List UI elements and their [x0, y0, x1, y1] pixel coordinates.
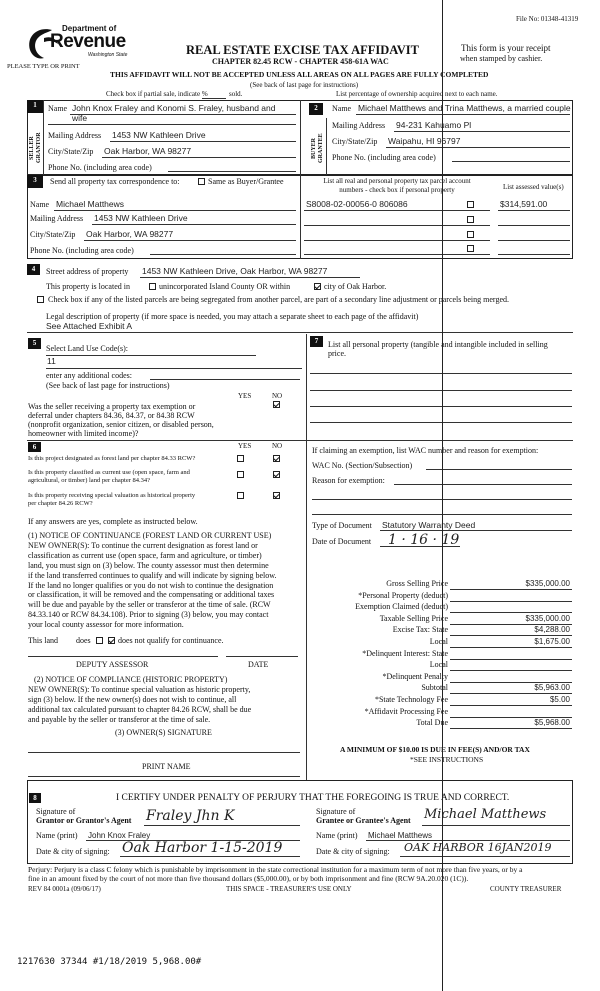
document-type-label: Type of Document: [312, 521, 372, 530]
tax-row-value[interactable]: $5,968.00: [534, 718, 570, 728]
tax-row-label: *State Technology Fee: [374, 694, 448, 704]
tax-city-value[interactable]: Oak Harbor, WA 98277: [86, 229, 174, 239]
section-2-number: 2: [309, 103, 323, 115]
continuance-line: or classification, it will be removed and the compensating or additional taxes: [28, 590, 275, 600]
owner-signature-label: (3) OWNER(S) SIGNATURE: [115, 728, 212, 737]
section-6-number: 6: [28, 442, 41, 452]
tax-row-label: *Personal Property (deduct): [358, 590, 448, 600]
unincorporated-checkbox[interactable]: [149, 283, 156, 290]
send-correspondence-label: Send all property tax correspondence to:: [50, 177, 180, 186]
grantee-name-value[interactable]: Michael Matthews: [368, 831, 433, 840]
tax-row-value[interactable]: $1,675.00: [534, 636, 570, 646]
see-instructions: *SEE INSTRUCTIONS: [410, 755, 484, 764]
segregated-checkbox[interactable]: [37, 296, 44, 303]
tax-row-label: Taxable Selling Price: [379, 613, 448, 623]
tax-phone-label: Phone No. (including area code): [30, 246, 134, 255]
assessed-value-1[interactable]: $314,591.00: [500, 199, 548, 209]
grantee-date-city-label: Date & city of signing:: [316, 847, 390, 856]
same-as-buyer-checkbox[interactable]: [198, 178, 205, 185]
continuance-line: NEW OWNER(S): To continue the current designation as forest land or: [28, 540, 258, 550]
form-subtitle: CHAPTER 82.45 RCW - CHAPTER 458-61A WAC: [212, 57, 389, 66]
compliance-line: NEW OWNER(S): To continue special valuation as historic property,: [28, 684, 251, 694]
street-address-label: Street address of property: [46, 267, 129, 276]
located-text-2: unincorporated Island County OR within: [159, 282, 291, 291]
personal-property-checkbox-4[interactable]: [467, 245, 474, 252]
buyer-city-value[interactable]: Waipahu, HI 96797: [388, 136, 461, 146]
continuance-line: will be due and payable by the seller or transferor at the time of sale. (RCW: [28, 600, 271, 610]
tax-city-label: City/State/Zip: [30, 230, 76, 239]
seller-name-value[interactable]: John Knox Fraley and Konomi S. Fraley, husband and: [72, 103, 276, 113]
tax-row-label: *Delinquent Penalty: [382, 671, 448, 681]
grantee-signature-label-1: Signature of: [316, 807, 356, 816]
seller-address-label: Mailing Address: [48, 131, 102, 140]
tax-row: [310, 614, 572, 626]
compliance-line: and payable by the seller or transferor at the time of sale.: [28, 714, 211, 724]
seller-name-label: Name: [48, 104, 68, 113]
this-land-label: This land: [28, 636, 58, 645]
perjury-statement-2: fine in an amount fixed by the court of not more than five thousand dollars ($5,000.00), or by both imprisonment and fine (RCW 9A.20.020 (1C)).: [28, 874, 469, 883]
buyer-name-label: Name: [332, 104, 352, 113]
grantee-name-label: Name (print): [316, 831, 358, 840]
tax-name-label: Name: [30, 200, 50, 209]
continuance-notice: [28, 531, 277, 630]
historic-no-checkbox[interactable]: [273, 492, 280, 499]
perjury-statement-1: Perjury: Perjury is a class C felony which is punishable by imprisonment in the state correctional institution for a maximum term of not more than five years, or by a: [28, 865, 523, 874]
completion-warning: THIS AFFIDAVIT WILL NOT BE ACCEPTED UNLESS ALL AREAS ON ALL PAGES ARE FULLY COMPLETED: [110, 70, 489, 79]
section-3-number: 3: [27, 175, 43, 188]
exemption-question-2: deferral under chapters 84.36, 84.37, or 84.38 RCW: [28, 411, 195, 420]
segregated-text: Check box if any of the listed parcels are being segregated from another parcel, are part of a secondary line adjustment or parcels being merged.: [48, 295, 509, 304]
exemption-question-4: homeowner with limited income)?: [28, 429, 139, 438]
county-treasurer-label: COUNTY TREASURER: [490, 885, 562, 893]
dor-logo: [14, 22, 126, 64]
grantor-name-value[interactable]: John Knox Fraley: [88, 831, 151, 840]
see-back-note: (See back of last page for instructions): [250, 81, 359, 89]
treasurer-use-note: THIS SPACE - TREASURER'S USE ONLY: [226, 885, 352, 893]
grantee-signature[interactable]: Michael Matthews: [424, 807, 547, 822]
located-text-3: city of Oak Harbor.: [324, 282, 387, 291]
section-5-number: 5: [28, 338, 41, 349]
grantor-signature-label-1: Signature of: [36, 807, 76, 816]
assessor-date-label: DATE: [248, 660, 269, 669]
current-use-no-checkbox[interactable]: [273, 471, 280, 478]
print-name-label: PRINT NAME: [142, 762, 191, 771]
seller-address-value[interactable]: 1453 NW Kathleen Drive: [112, 130, 206, 140]
land-use-value[interactable]: 11: [47, 356, 56, 366]
tax-row: [310, 683, 572, 695]
form-title: REAL ESTATE EXCISE TAX AFFIDAVIT: [186, 43, 419, 57]
tax-row-value[interactable]: $335,000.00: [525, 613, 570, 623]
does-not-qualify-label: does not qualify for continuance.: [118, 636, 224, 645]
buyer-address-value[interactable]: 94-231 Kahuamo Pl: [396, 120, 472, 130]
personal-property-label-2: price.: [328, 349, 346, 358]
logo-department: Department of: [62, 24, 117, 33]
wac-number-label: WAC No. (Section/Subsection): [312, 461, 413, 470]
document-type-value[interactable]: Statutory Warranty Deed: [382, 520, 476, 530]
section-4-number: 4: [27, 264, 40, 275]
does-qualify-checkbox[interactable]: [96, 637, 103, 644]
tax-row-label: Local: [429, 660, 448, 670]
reason-label: Reason for exemption:: [312, 476, 385, 485]
minimum-fee-note: A MINIMUM OF $10.00 IS DUE IN FEE(S) AND/OR TAX: [340, 745, 530, 754]
grantor-name-label: Name (print): [36, 831, 78, 840]
tax-row-label: *Delinquent Interest: State: [362, 648, 448, 658]
tax-row-label: Subtotal: [421, 683, 448, 693]
receipt-note-2: when stamped by cashier.: [460, 54, 543, 63]
does-not-qualify-checkbox[interactable]: [108, 637, 115, 644]
continuance-line: (1) NOTICE OF CONTINUANCE (FOREST LAND OR CURRENT USE): [28, 531, 272, 540]
tax-row: [310, 625, 572, 637]
personal-property-checkbox-1[interactable]: [467, 201, 474, 208]
tax-row-label: Excise Tax: State: [392, 625, 448, 635]
document-date-label: Date of Document: [312, 537, 372, 546]
continuance-line: classification as current use (open space, farm and agriculture, or timber): [28, 550, 262, 560]
receipt-note-1: This form is your receipt: [461, 43, 551, 53]
buyer-phone-label: Phone No. (including area code): [332, 153, 436, 162]
no-header-5: NO: [272, 392, 283, 400]
compliance-line: sign (3) below. If the new owner(s) does not wish to continue, all: [28, 694, 237, 704]
tax-row-label: Exemption Claimed (deduct): [355, 602, 448, 612]
exemption-no-checkbox[interactable]: [273, 401, 280, 408]
section-8-number: 8: [29, 793, 41, 803]
tax-row-value[interactable]: $335,000.00: [525, 579, 570, 588]
does-label: does: [76, 636, 91, 645]
personal-property-label-1: List all personal property (tangible and intangible included in selling: [328, 340, 548, 349]
street-address-value[interactable]: 1453 NW Kathleen Drive, Oak Harbor, WA 98277: [142, 266, 328, 276]
yes-header-5: YES: [238, 392, 252, 400]
located-text-1: This property is located in: [46, 282, 130, 291]
tax-row-label: Gross Selling Price: [386, 579, 448, 588]
grantor-signature[interactable]: Fraley Jhn K: [146, 808, 235, 824]
wac-claim-label: If claiming an exemption, list WAC number and reason for exemption:: [312, 446, 539, 455]
tax-row: [310, 718, 572, 730]
grantor-date-city-label: Date & city of signing:: [36, 847, 110, 856]
continuance-line: 84.33.140 or RCW 84.34.108). Prior to signing (3) below, you may contact: [28, 610, 269, 620]
tax-row: [310, 591, 572, 603]
current-use-question-1: Is this property classified as current use (open space, farm and: [28, 469, 190, 476]
buyer-side-label: BUYER GRANTEE: [311, 133, 324, 163]
exemption-question-1: Was the seller receiving a property tax exemption or: [28, 402, 196, 411]
historic-question-2: per chapter 84.26 RCW?: [28, 500, 93, 507]
exemption-question-3: (nonprofit organization, senior citizen, or disabled person,: [28, 420, 214, 429]
same-as-buyer-label: Same as Buyer/Grantee: [208, 177, 284, 186]
fold-line: [442, 0, 443, 991]
form-revision: REV 84 0001a (09/06/17): [28, 885, 101, 893]
tax-row: [310, 649, 572, 661]
file-number: File No: 01348-41319: [516, 15, 579, 23]
within-city-checkbox[interactable]: [314, 283, 321, 290]
grantor-agent-label: Grantor or Grantor's Agent: [36, 816, 132, 825]
seller-city-value[interactable]: Oak Harbor, WA 98277: [104, 146, 192, 156]
if-any-yes-note: If any answers are yes, complete as instructed below.: [28, 517, 198, 526]
ownership-note: List percentage of ownership acquired next to each name.: [336, 90, 498, 98]
parcels-header-2: numbers - check box if personal property: [339, 186, 455, 194]
tax-address-value[interactable]: 1453 NW Kathleen Drive: [94, 213, 188, 223]
document-date-value[interactable]: 1 · 16 · 19: [388, 532, 460, 548]
continuance-line: if the land transferred continues to qualify and will indicate by signing below.: [28, 570, 277, 580]
tax-name-value[interactable]: Michael Matthews: [56, 199, 125, 209]
forest-no-checkbox[interactable]: [273, 455, 280, 462]
cashier-stamp: 1217630 37344 #1/18/2019 5,968.00#: [17, 957, 202, 967]
buyer-address-label: Mailing Address: [332, 121, 386, 130]
no-header-6: NO: [272, 442, 283, 450]
seller-phone-label: Phone No. (including area code): [48, 163, 152, 172]
tax-row-value[interactable]: $4,288.00: [534, 625, 570, 635]
continuance-line: your local county assessor for more information.: [28, 620, 184, 630]
continuance-line: land, you must sign on (3) below. The county assessor must then determine: [28, 560, 269, 570]
type-or-print: PLEASE TYPE OR PRINT: [7, 63, 80, 70]
seller-city-label: City/State/Zip: [48, 147, 94, 156]
partial-sale-label: Check box if partial sale, indicate %: [106, 90, 208, 98]
historic-question-1: Is this property receiving special valuation as historical property: [28, 492, 196, 499]
tax-row-value[interactable]: $5,963.00: [534, 683, 570, 693]
grantee-agent-label: Grantee or Grantee's Agent: [316, 816, 411, 825]
legal-description-label: Legal description of property (if more space is needed, you may attach a separate sheet to each page of the affidavit): [46, 312, 419, 321]
parcel-number-1[interactable]: S8008-02-00056-0 806086: [306, 199, 408, 209]
continuance-line: If the land no longer qualifies or you do not wish to continue the designation: [28, 580, 274, 590]
sold-label: sold.: [229, 90, 243, 98]
historic-yes-checkbox[interactable]: [237, 492, 244, 499]
perjury-certification: I CERTIFY UNDER PENALTY OF PERJURY THAT THE FOREGOING IS TRUE AND CORRECT.: [116, 793, 510, 803]
tax-row-label: *Affidavit Processing Fee: [364, 706, 448, 716]
section-1-number: 1: [27, 100, 43, 113]
grantee-date-city-value[interactable]: OAK HARBOR 16JAN2019: [404, 841, 552, 854]
tax-row-label: Total Due: [416, 718, 448, 728]
additional-codes-label: enter any additional codes:: [46, 371, 132, 380]
tax-row-value[interactable]: $5.00: [549, 694, 570, 704]
seller-side-label: SELLER GRANTOR: [29, 132, 42, 164]
tax-row: [310, 637, 572, 649]
personal-property-checkbox-3[interactable]: [467, 231, 474, 238]
grantor-date-city-value[interactable]: Oak Harbor 1-15-2019: [122, 840, 283, 856]
section-7-number: 7: [310, 336, 323, 347]
tax-row: [310, 695, 572, 707]
tax-row: [310, 579, 572, 591]
buyer-city-label: City/State/Zip: [332, 137, 378, 146]
tax-table: [310, 579, 572, 730]
tax-row: [310, 602, 572, 614]
tax-row: [310, 660, 572, 672]
parcels-header-1: List all real and personal property tax parcel account: [323, 177, 471, 185]
compliance-notice: [28, 675, 251, 725]
logo-state: Washington State: [88, 52, 128, 58]
tax-address-label: Mailing Address: [30, 214, 84, 223]
current-use-yes-checkbox[interactable]: [237, 471, 244, 478]
logo-revenue: Revenue: [50, 31, 126, 52]
compliance-line: (2) NOTICE OF COMPLIANCE (HISTORIC PROPERTY): [34, 675, 228, 684]
forest-land-question: Is this project designated as forest land per chapter 84.33 RCW?: [28, 455, 196, 462]
assessed-header: List assessed value(s): [503, 183, 564, 191]
tax-row: [310, 672, 572, 684]
current-use-question-2: agricultural, or timber) land per chapter 84.34?: [28, 477, 151, 484]
personal-property-checkbox-2[interactable]: [467, 216, 474, 223]
legal-description-value[interactable]: See Attached Exhibit A: [46, 321, 133, 331]
tax-row: [310, 707, 572, 719]
compliance-line: additional tax calculated pursuant to chapter 84.26 RCW, shall be due: [28, 704, 252, 714]
forest-yes-checkbox[interactable]: [237, 455, 244, 462]
land-use-label: Select Land Use Code(s):: [46, 344, 128, 353]
buyer-name-value[interactable]: Michael Matthews and Trina Matthews, a married couple: [358, 103, 571, 113]
seller-name-value-2[interactable]: wife: [72, 113, 88, 123]
yes-header-6: YES: [238, 442, 252, 450]
tax-row-label: Local: [429, 636, 448, 646]
land-use-see-back: (See back of last page for instructions): [46, 381, 170, 390]
deputy-assessor-label: DEPUTY ASSESSOR: [76, 660, 149, 669]
